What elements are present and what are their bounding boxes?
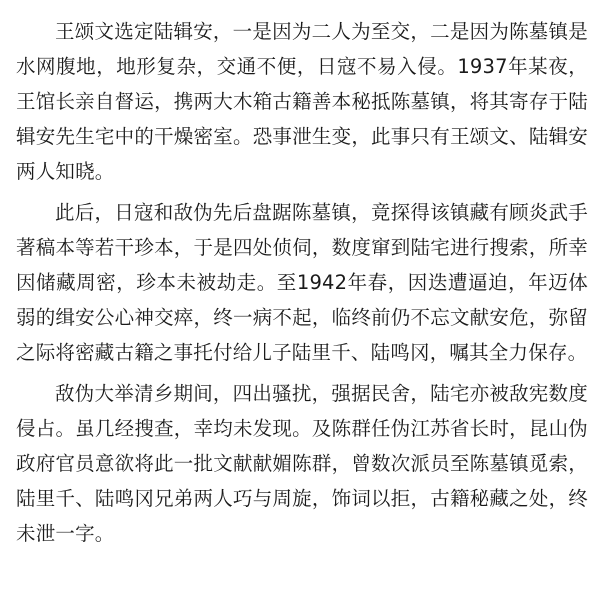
paragraph: 敌伪大举清乡期间，四出骚扰，强据民舍，陆宅亦被敌宪数度侵占。虽几经搜查，幸均未发现。及陈群任伪江苏省长时，昆山伪政府官员意欲将此一批文献献媚陈群，曾数次派员至陈墓镇觅索，陆里千、陆鸣冈兄弟两人巧与周旋，饰词以拒，古籍秘藏之处，终未泄一字。 bbox=[16, 382, 588, 545]
paragraph: 此后，日寇和敌伪先后盘踞陈墓镇，竟探得该镇藏有顾炎武手著稿本等若干珍本，于是四处侦伺，数度窜到陆宅进行搜索，所幸因储藏周密，珍本未被劫走。至1942年春，因迭遭逼迫，年迈体弱的缉安公心神交瘁，终一病不起，临终前仍不忘文献安危，弥留之际将密藏古籍之事托付给儿子陆里千、陆鸣冈，嘱其全力保存。 bbox=[16, 201, 588, 364]
paragraph: 王颂文选定陆辑安，一是因为二人为至交，二是因为陈墓镇是水网腹地，地形复杂，交通不便，日寇不易入侵。1937年某夜，王馆长亲自督运，携两大木箱古籍善本秘抵陈墓镇，将其寄存于陆辑安先生宅中的干燥密室。恐事泄生变，此事只有王颂文、陆辑安两人知晓。 bbox=[16, 20, 588, 183]
